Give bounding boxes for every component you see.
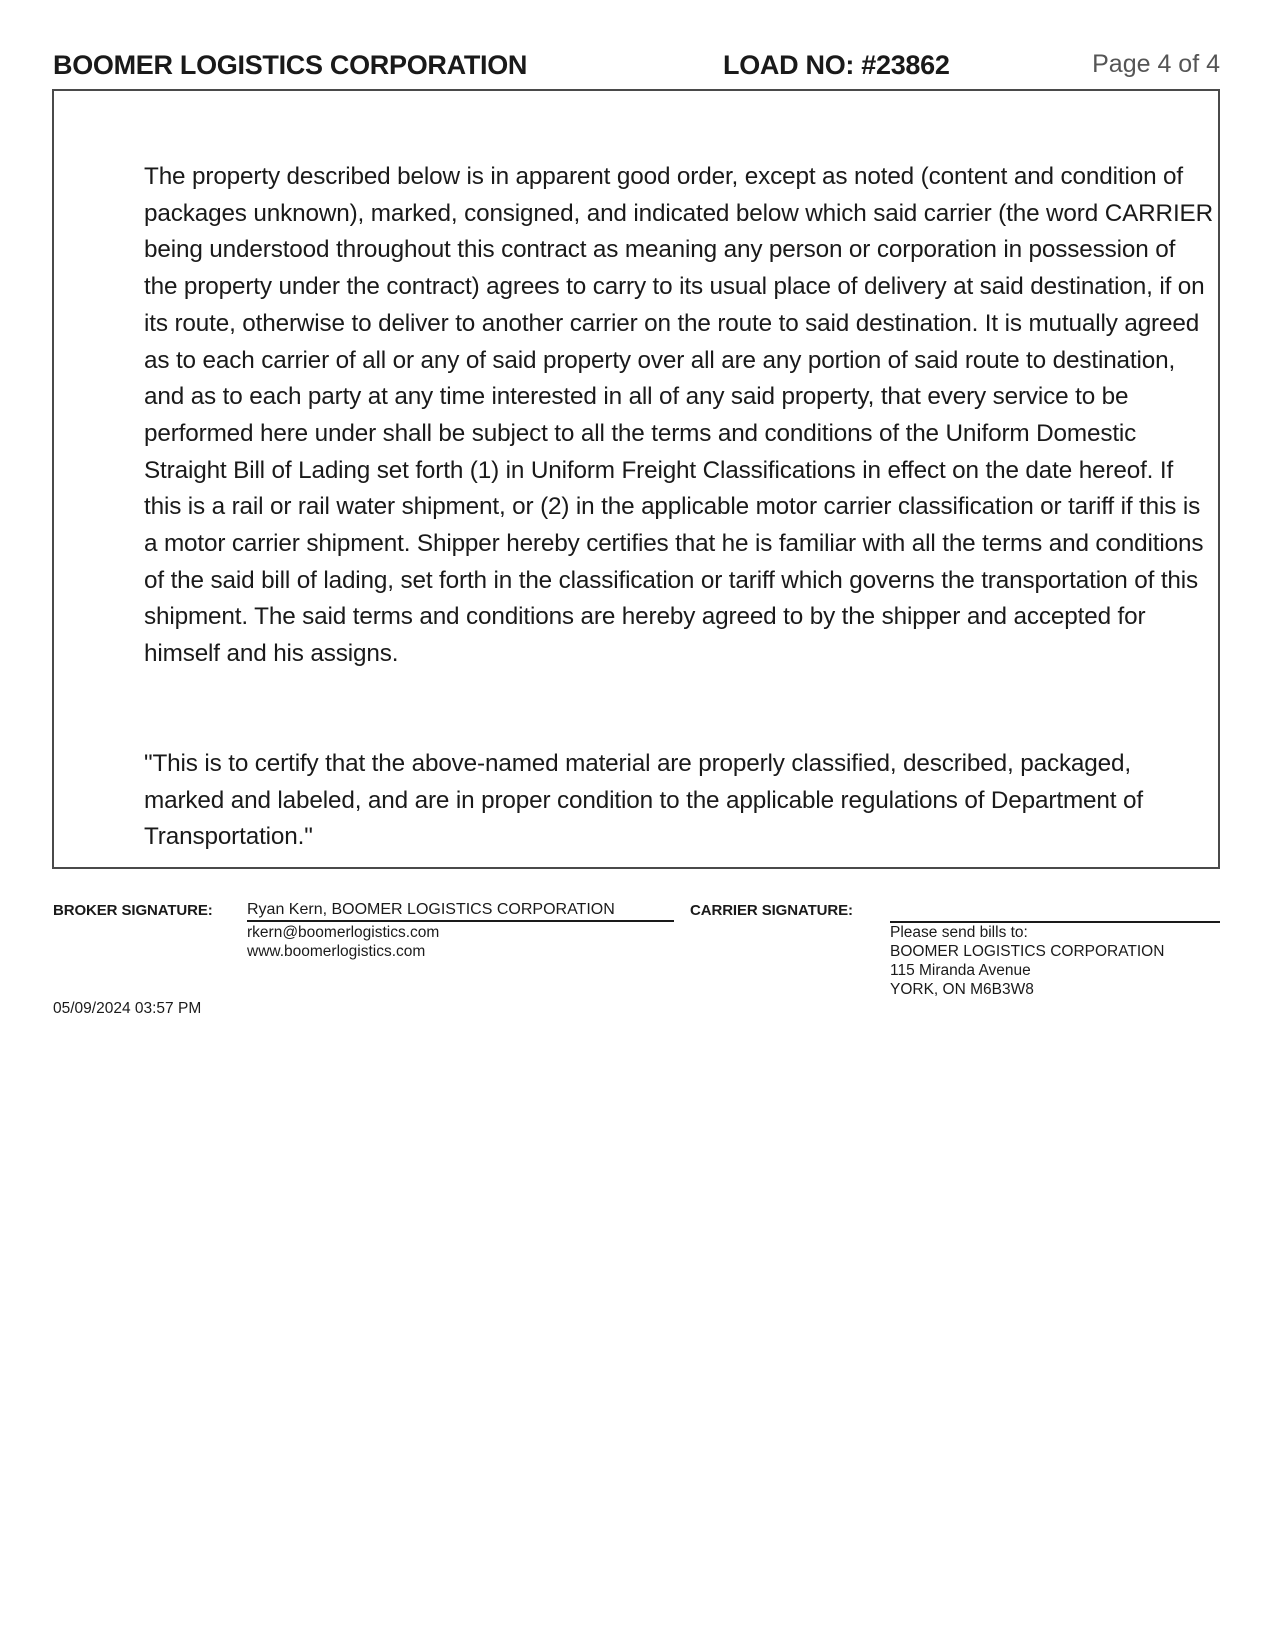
broker-email: rkern@boomerlogistics.com [247,924,440,941]
page-number: Page 4 of 4 [1092,50,1220,78]
terms-box [52,89,1220,869]
broker-website: www.boomerlogistics.com [247,943,426,960]
load-number: LOAD NO: #23862 [723,50,950,80]
broker-signature-line: Ryan Kern, BOOMER LOGISTICS CORPORATION [247,901,674,922]
print-timestamp: 05/09/2024 03:57 PM [53,1000,202,1017]
terms-paragraph: The property described below is in apparent good order, except as noted (content and condition of packages unknown), marked, consigned, and indicated below which said carrier (the word CARRIER being understood throughout this contract as meaning any person or corporation in possession of the property under the contract) agrees to carry to its usual place of delivery at said destination, if on its route, otherwise to deliver to another carrier on the route to said destination. It is mutually agreed as to each carrier of all or any of said property over all are any portion of said route to destination, and as to each party at any time interested in all of any said property, that every service to be performed here under shall be subject to all the terms and conditions of the Uniform Domestic Straight Bill of Lading set forth (1) in Uniform Freight Classifications in effect on the date hereof. If this is a rail or rail water shipment, or (2) in the applicable motor carrier classification or tariff if this is a motor carrier shipment. Shipper hereby certifies that he is familiar with all the terms and conditions of the said bill of lading, set forth in the classification or tariff which governs the transportation of this shipment. The said terms and conditions are hereby agreed to by the shipper and accepted for himself and his assigns. [144,163,1213,668]
broker-signature-label: BROKER SIGNATURE: [53,902,213,919]
bills-street: 115 Miranda Avenue [890,962,1031,979]
document-header [53,50,1220,86]
billing-address [890,923,1164,999]
company-name: BOOMER LOGISTICS CORPORATION [53,50,528,80]
bills-company: BOOMER LOGISTICS CORPORATION [890,943,1165,960]
certification-paragraph: "This is to certify that the above-named material are properly classified, described, packaged, marked and labeled, and are in proper condition to the applicable regulations of Department of Transportation." [144,750,1143,851]
carrier-signature-label: CARRIER SIGNATURE: [690,902,853,919]
bills-city: YORK, ON M6B3W8 [890,981,1034,998]
bills-intro: Please send bills to: [890,924,1028,941]
